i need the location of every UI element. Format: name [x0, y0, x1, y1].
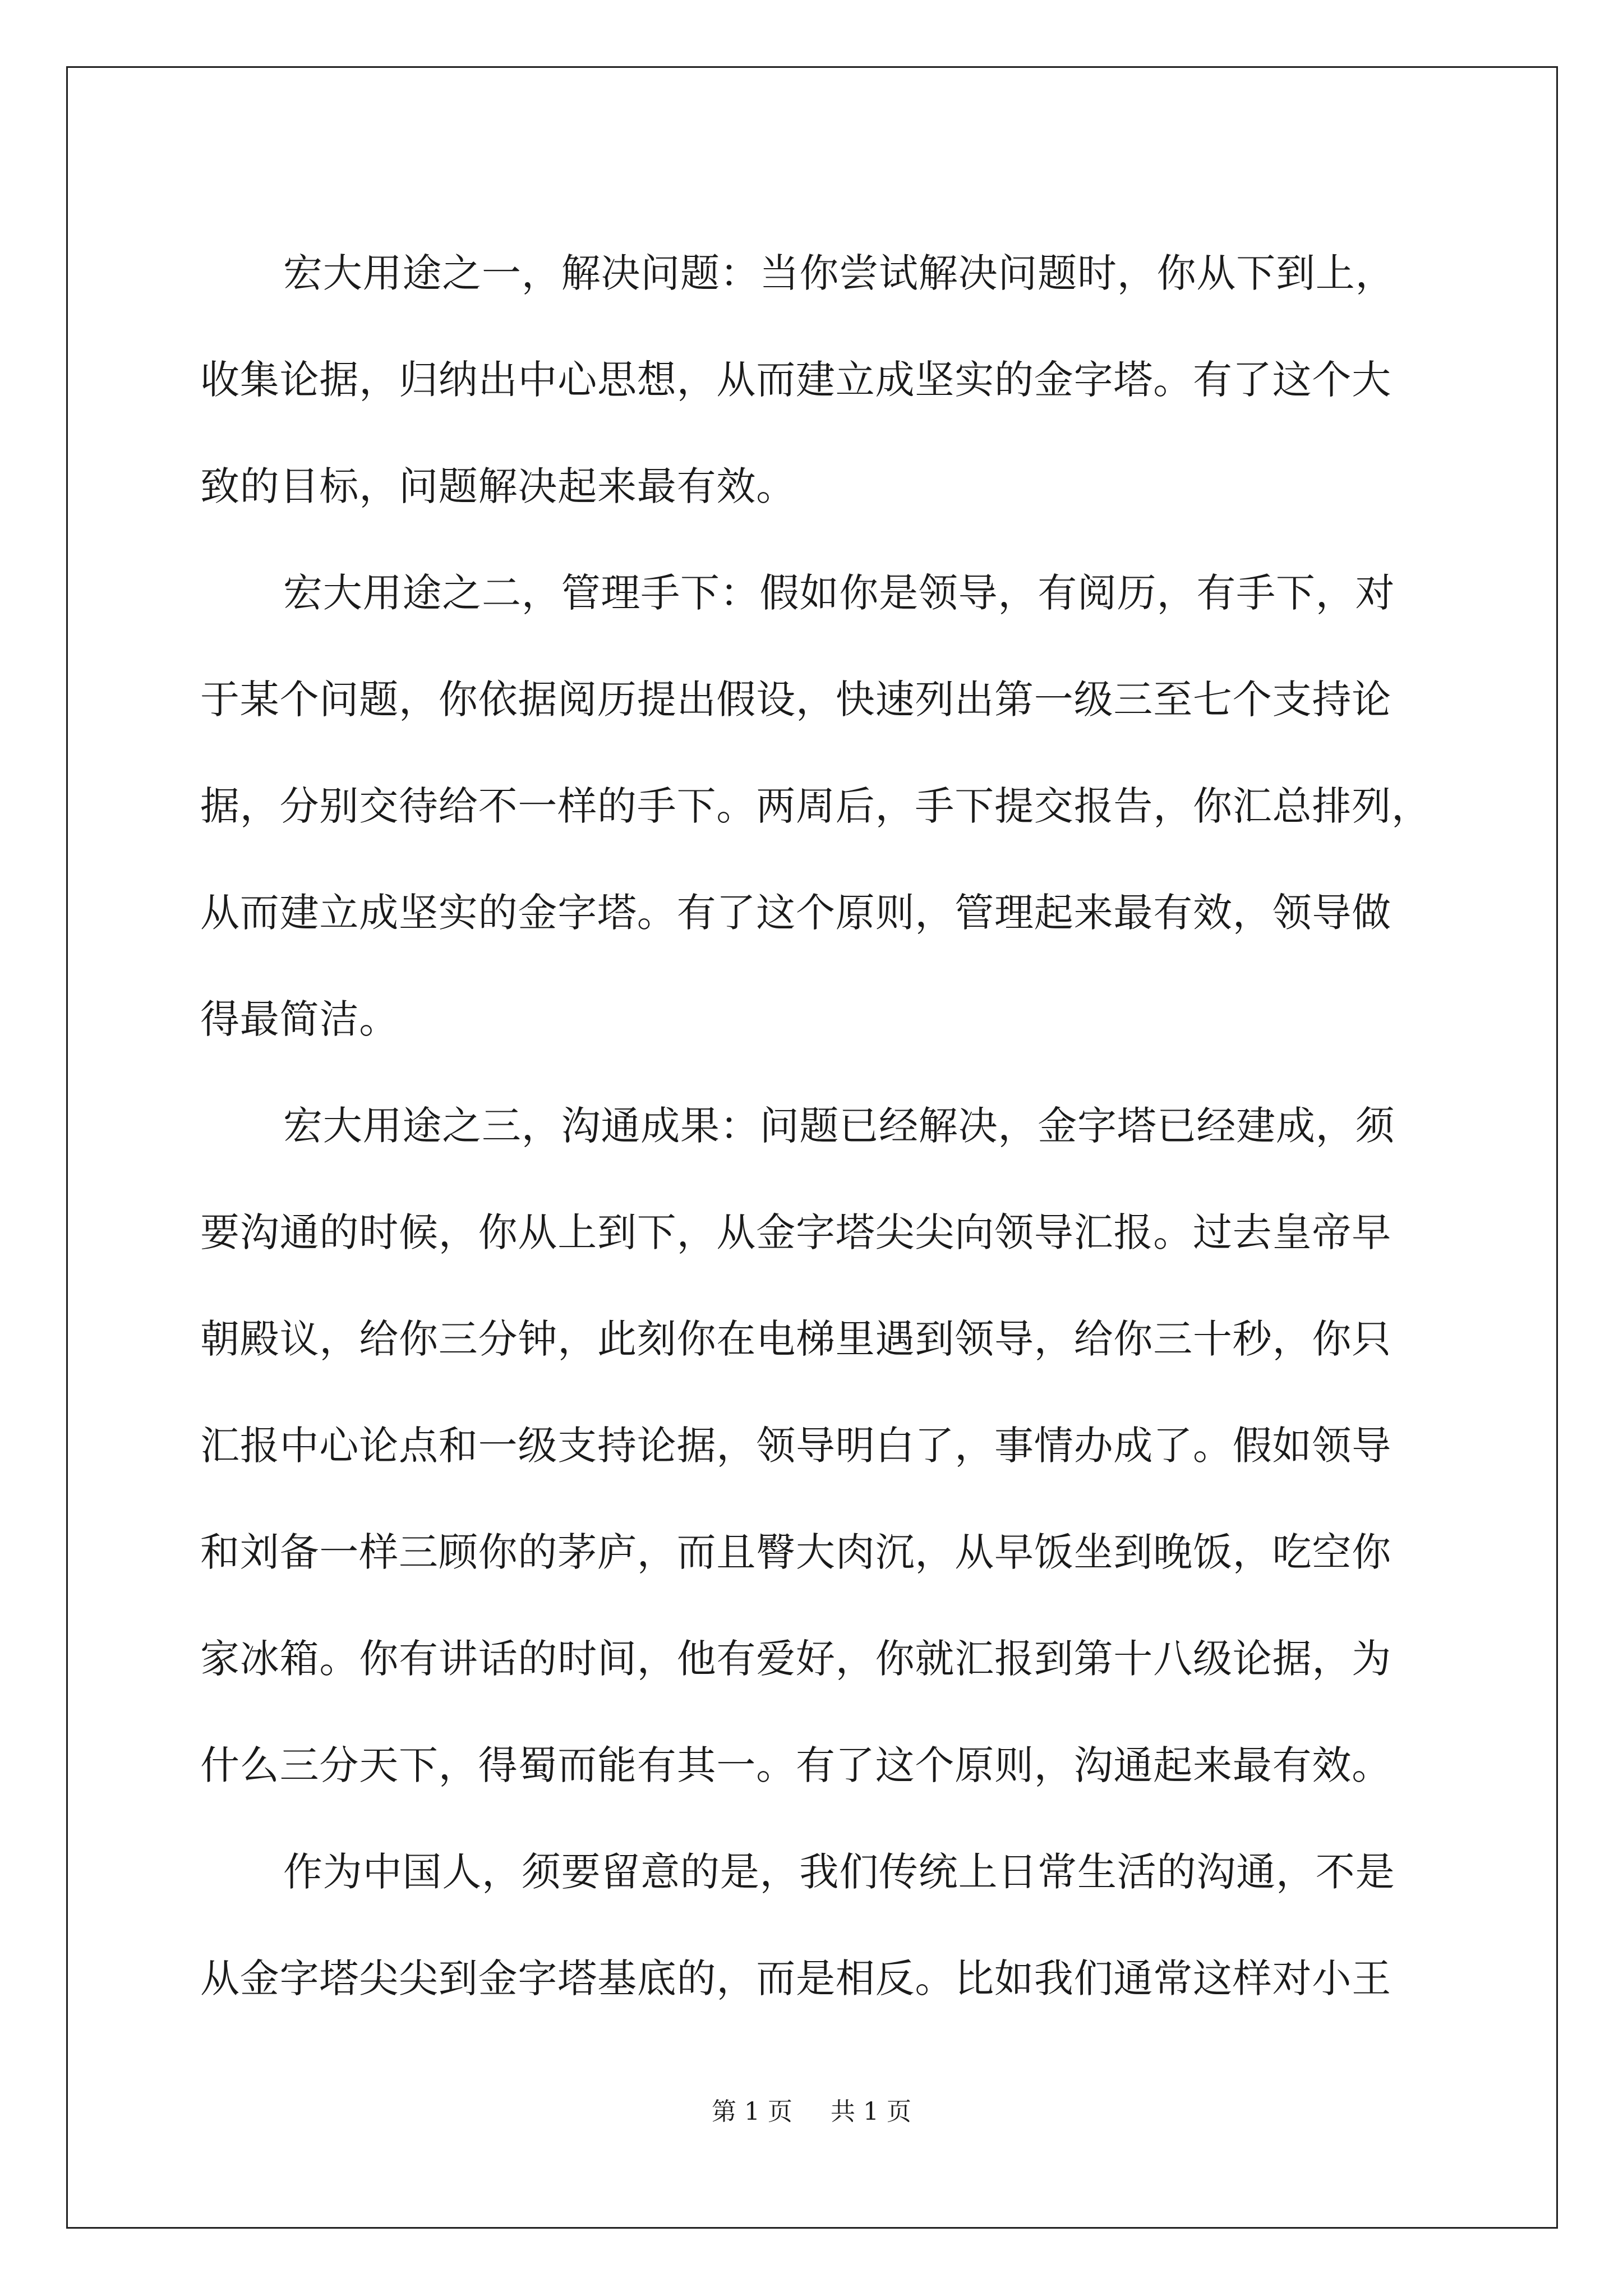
- paragraph-line: 收集论据，归纳出中心思想，从而建立成坚实的金字塔。有了这个大: [200, 357, 1391, 403]
- page-footer: [0, 2095, 1623, 2129]
- paragraph-1: [200, 220, 1428, 540]
- paragraph-line: 要沟通的时候，你从上到下，从金字塔尖尖向领导汇报。过去皇帝早: [200, 1209, 1391, 1255]
- paragraph-line: 得最简洁。: [200, 996, 399, 1042]
- paragraph-line: 朝殿议，给你三分钟，此刻你在电梯里遇到领导，给你三十秒，你只: [200, 1316, 1391, 1362]
- paragraph-line: 据，分别交待给不一样的手下。两周后，手下提交报告，你汇总排列，: [200, 783, 1431, 829]
- paragraph-line: 宏大用途之三，沟通成果：问题已经解决，金字塔已经建成，须: [283, 1103, 1395, 1149]
- paragraph-2: [200, 540, 1431, 1073]
- document-body: [200, 220, 1431, 2032]
- page-total: 共 1 页: [831, 2097, 911, 2126]
- paragraph-line: 汇报中心论点和一级支持论据，领导明白了，事情办成了。假如领导: [200, 1423, 1391, 1469]
- paragraph-line: 作为中国人，须要留意的是，我们传统上日常生活的沟通，不是: [283, 1849, 1395, 1895]
- paragraph-3: [200, 1073, 1428, 1819]
- paragraph-line: 家冰箱。你有讲话的时间，他有爱好，你就汇报到第十八级论据，为: [200, 1636, 1391, 1682]
- paragraph-line: 于某个问题，你依据阅历提出假设，快速列出第一级三至七个支持论: [200, 677, 1391, 723]
- page-number: 第 1 页: [712, 2097, 792, 2126]
- paragraph-line: 宏大用途之二，管理手下：假如你是领导，有阅历，有手下，对: [283, 570, 1395, 616]
- paragraph-line: 宏大用途之一，解决问题：当你尝试解决问题时，你从下到上，: [283, 250, 1395, 296]
- paragraph-line: 和刘备一样三顾你的茅庐，而且臀大肉沉，从早饭坐到晚饭，吃空你: [200, 1529, 1391, 1575]
- paragraph-line: 什么三分天下，得蜀而能有其一。有了这个原则，沟通起来最有效。: [200, 1742, 1391, 1788]
- paragraph-line: 从而建立成坚实的金字塔。有了这个原则，管理起来最有效，领导做: [200, 890, 1391, 936]
- paragraph-line: 致的目标，问题解决起来最有效。: [200, 463, 796, 509]
- paragraph-4: [200, 1819, 1428, 2032]
- paragraph-line: 从金字塔尖尖到金字塔基底的，而是相反。比如我们通常这样对小王: [200, 1955, 1391, 2001]
